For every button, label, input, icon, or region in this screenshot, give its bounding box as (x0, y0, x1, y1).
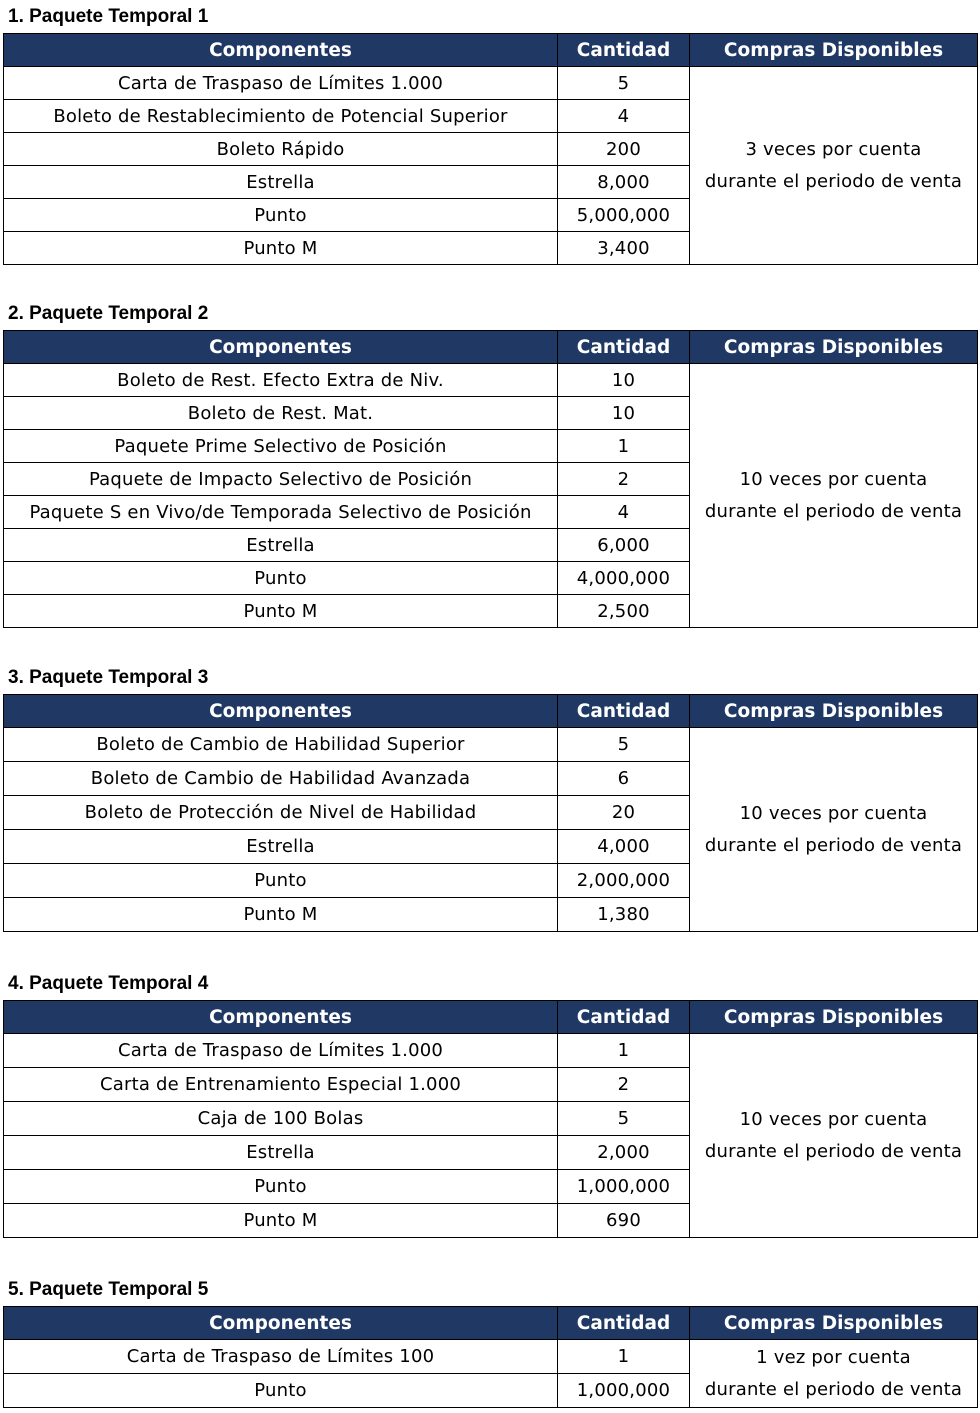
component-quantity: 1 (558, 1340, 690, 1374)
table-header-row (4, 331, 978, 364)
component-name: Estrella (4, 830, 558, 864)
component-quantity: 1 (558, 1034, 690, 1068)
table-row (4, 1340, 978, 1374)
component-name: Boleto de Protección de Nivel de Habilidad (4, 796, 558, 830)
package-title: 2. Paquete Temporal 2 (8, 303, 209, 324)
purchase-limit-line-1: 10 veces por cuenta (739, 468, 928, 490)
package-title: 5. Paquete Temporal 5 (8, 1279, 209, 1300)
component-quantity: 2,500 (558, 595, 690, 628)
component-name: Carta de Traspaso de Límites 1.000 (4, 1034, 558, 1068)
component-quantity: 1,000,000 (558, 1170, 690, 1204)
component-quantity: 5 (558, 1102, 690, 1136)
component-quantity: 1 (558, 430, 690, 463)
component-name: Boleto de Cambio de Habilidad Avanzada (4, 762, 558, 796)
component-quantity: 2 (558, 1068, 690, 1102)
component-quantity: 2,000,000 (558, 864, 690, 898)
component-name: Paquete S en Vivo/de Temporada Selectivo de Posición (4, 496, 558, 529)
header-components: Componentes (4, 331, 558, 364)
component-quantity: 2,000 (558, 1136, 690, 1170)
purchase-limit (690, 728, 978, 932)
component-name: Punto (4, 562, 558, 595)
purchase-limit (690, 1340, 978, 1408)
purchase-limit (690, 67, 978, 265)
header-purchases: Compras Disponibles (690, 1001, 978, 1034)
component-name: Boleto Rápido (4, 133, 558, 166)
component-name: Punto (4, 1170, 558, 1204)
component-quantity: 4 (558, 496, 690, 529)
component-name: Punto M (4, 595, 558, 628)
component-quantity: 8,000 (558, 166, 690, 199)
package-table (3, 1306, 978, 1408)
package-table (3, 330, 978, 628)
component-quantity: 4,000 (558, 830, 690, 864)
header-purchases: Compras Disponibles (690, 331, 978, 364)
purchase-limit-line-1: 10 veces por cuenta (739, 802, 928, 824)
header-quantity: Cantidad (558, 1001, 690, 1034)
component-name: Boleto de Rest. Mat. (4, 397, 558, 430)
purchase-limit-line-2: durante el periodo de venta (704, 170, 963, 192)
component-name: Punto M (4, 898, 558, 932)
component-quantity: 6,000 (558, 529, 690, 562)
component-name: Carta de Traspaso de Límites 1.000 (4, 67, 558, 100)
header-purchases: Compras Disponibles (690, 695, 978, 728)
table-row (4, 364, 978, 397)
header-quantity: Cantidad (558, 1307, 690, 1340)
component-quantity: 5,000,000 (558, 199, 690, 232)
header-quantity: Cantidad (558, 695, 690, 728)
table-row (4, 728, 978, 762)
component-name: Boleto de Rest. Efecto Extra de Niv. (4, 364, 558, 397)
table-header-row (4, 695, 978, 728)
component-quantity: 2 (558, 463, 690, 496)
component-name: Estrella (4, 1136, 558, 1170)
component-quantity: 5 (558, 67, 690, 100)
component-name: Punto (4, 1374, 558, 1408)
component-quantity: 3,400 (558, 232, 690, 265)
header-components: Componentes (4, 1307, 558, 1340)
component-name: Punto M (4, 232, 558, 265)
component-name: Estrella (4, 529, 558, 562)
table-header-row (4, 1001, 978, 1034)
component-quantity: 10 (558, 364, 690, 397)
header-components: Componentes (4, 695, 558, 728)
purchase-limit-line-2: durante el periodo de venta (704, 834, 963, 856)
component-name: Paquete Prime Selectivo de Posición (4, 430, 558, 463)
header-components: Componentes (4, 1001, 558, 1034)
table-row (4, 1034, 978, 1068)
component-quantity: 1,380 (558, 898, 690, 932)
component-name: Punto (4, 864, 558, 898)
package-table (3, 33, 978, 265)
purchase-limit-line-2: durante el periodo de venta (704, 1378, 963, 1400)
component-name: Punto (4, 199, 558, 232)
component-quantity: 6 (558, 762, 690, 796)
component-quantity: 4,000,000 (558, 562, 690, 595)
component-name: Estrella (4, 166, 558, 199)
purchase-limit-line-1: 10 veces por cuenta (739, 1108, 928, 1130)
component-quantity: 1,000,000 (558, 1374, 690, 1408)
purchase-limit (690, 364, 978, 628)
header-quantity: Cantidad (558, 331, 690, 364)
table-row (4, 67, 978, 100)
component-name: Carta de Traspaso de Límites 100 (4, 1340, 558, 1374)
package-table (3, 694, 978, 932)
purchase-limit-line-1: 1 vez por cuenta (756, 1346, 911, 1368)
component-name: Caja de 100 Bolas (4, 1102, 558, 1136)
component-name: Paquete de Impacto Selectivo de Posición (4, 463, 558, 496)
purchase-limit-line-2: durante el periodo de venta (704, 500, 963, 522)
header-quantity: Cantidad (558, 34, 690, 67)
component-quantity: 4 (558, 100, 690, 133)
header-components: Componentes (4, 34, 558, 67)
package-title: 3. Paquete Temporal 3 (8, 667, 209, 688)
purchase-limit-line-1: 3 veces por cuenta (745, 138, 922, 160)
header-purchases: Compras Disponibles (690, 1307, 978, 1340)
purchase-limit (690, 1034, 978, 1238)
component-quantity: 690 (558, 1204, 690, 1238)
package-title: 1. Paquete Temporal 1 (8, 6, 209, 27)
component-quantity: 10 (558, 397, 690, 430)
package-table (3, 1000, 978, 1238)
header-purchases: Compras Disponibles (690, 34, 978, 67)
component-name: Punto M (4, 1204, 558, 1238)
component-name: Boleto de Restablecimiento de Potencial Superior (4, 100, 558, 133)
package-title: 4. Paquete Temporal 4 (8, 973, 209, 994)
component-name: Carta de Entrenamiento Especial 1.000 (4, 1068, 558, 1102)
purchase-limit-line-2: durante el periodo de venta (704, 1140, 963, 1162)
component-quantity: 20 (558, 796, 690, 830)
table-header-row (4, 34, 978, 67)
component-name: Boleto de Cambio de Habilidad Superior (4, 728, 558, 762)
component-quantity: 5 (558, 728, 690, 762)
component-quantity: 200 (558, 133, 690, 166)
table-header-row (4, 1307, 978, 1340)
